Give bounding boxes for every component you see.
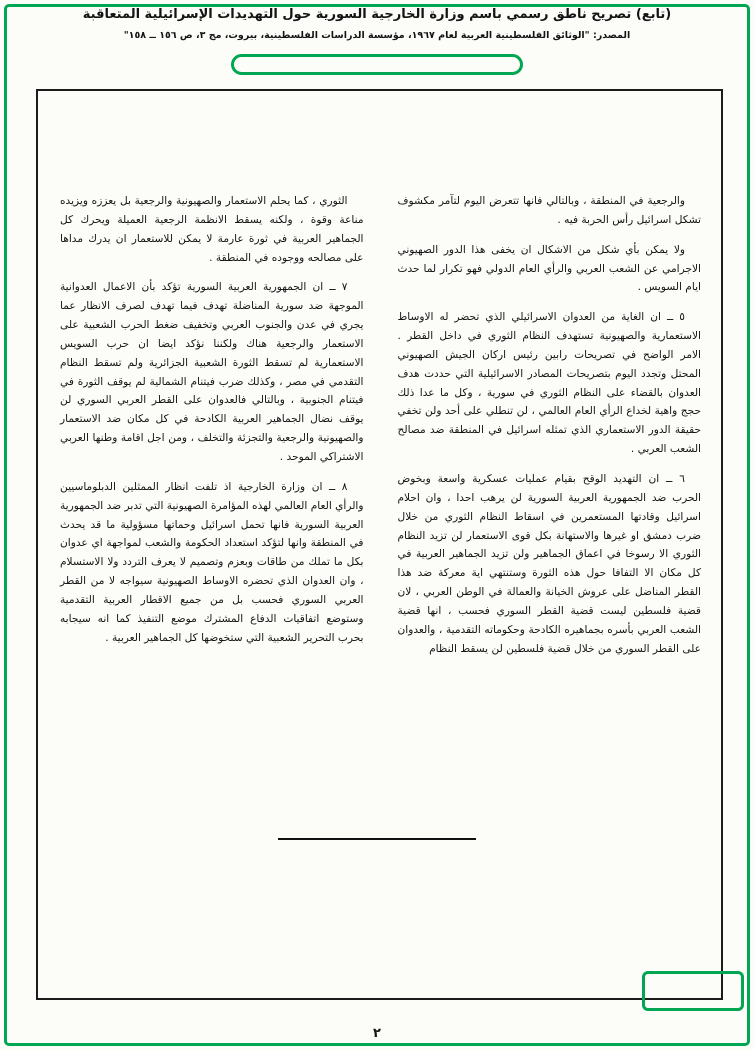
document-body-frame bbox=[36, 89, 723, 1000]
left-text-column bbox=[60, 192, 364, 669]
paragraph: ٨ ــ ان وزارة الخارجية اذ تلفت انظار الممثلين الدبلوماسيين والرأي العام العالمي لهذه المؤامرة الصهيونية التي تدبر ضد الجمهورية العربية السورية فانها تحمل اسرائيل وحماتها مسؤولية ما قد يحدث في المنطقة وانها لتؤكد استعداد الحكومة والشعب لمواجهة اي عدوان بكل ما تملك من طاقات وبعزم وتصميم لا يعرف التردد ولا الاستسلام ، وان العدوان الذي تحضره الاوساط الصهيونية سيواجه لا من القطر العربي السوري فحسب بل من جميع الاقطار العربية التقدمية وستوضع اتفاقيات الدفاع المشترك موضع التنفيذ كما انه سيجابه بحرب التحرير الشعبية التي ستخوضها كل الجماهير العربية . bbox=[60, 480, 364, 644]
paragraph: والرجعية في المنطقة ، وبالتالي فانها تتعرض اليوم لتآمر مكشوف تشكل اسرائيل رأس الحربة فيه . bbox=[397, 195, 701, 226]
right-text-column bbox=[398, 192, 702, 669]
paragraph: الثوري ، كما يحلم الاستعمار والصهيونية والرجعية بل يعززه ويزيده مناعة وقوة ، ولكنه يسقط الانظمة الرجعية العميلة ويحرك كل الجماهير العربية في ثورة عارمة لا يمكن للاستعمار ان يدرك مداها على مصالحه ووجوده في المنطقة . bbox=[60, 195, 364, 264]
paragraph: ٥ ــ ان الغاية من العدوان الاسرائيلي الذي تحضر له الاوساط الاستعمارية والصهيونية تستهدف النظام الثوري في داخل القطر . الامر الواضح في تصريحات رابين رئيس اركان الجيش الصهيوني المحتل وتجدد اليوم بتصريحات المصادر الاسرائيلية التي حددت هدف العدوان بالقضاء على النظام الثوري في سورية ، وكل ما عدا ذلك حجج واهية لخداع الرأي العام العالمي ، لن تنطلي على أحد ولن تخفي حقيقة الدور الاستعماري الذي تمثله اسرائيل في المنطقة ضد مصالح الشعب العربي . bbox=[397, 311, 701, 456]
paragraph: ولا يمكن بأي شكل من الاشكال ان يخفى هذا الدور الصهيوني الاجرامي عن الشعب العربي والرأي العام الدولي فهو تكرار لما حدث ايام السويس . bbox=[397, 243, 701, 294]
green-stamp-decoration bbox=[642, 971, 744, 1011]
paragraph: ٧ ــ ان الجمهورية العربية السورية تؤكد بأن الاعمال العدوانية الموجهة ضد سورية المناضلة تهدف فيما تهدف لصرف الانظار عما يجري في عدن والجنوب العربي وتخفيف ضغط الحرب الشعبية على الاستعمار والرجعية هناك ولكننا نؤكد ايضا ان حرب السويس الاستعمارية لم تسقط الثورة الشعبية الجزائرية ولم تسقط النظام التقدمي في مصر ، وكذلك ضرب فيتنام الشمالية لم يوقف الثورة في فيتنام الجنوبية ، وبالتالي فالعدوان على القطر العربي السوري لن يوقف نضال الجماهير العربية الكادحة في كل مكان ضد الاستعمار والصهيونية والرجعية والتجزئة والتخلف ، ومن اجل اقامة وطنها العربي الاشتراكي الموحد . bbox=[60, 281, 364, 463]
document-header bbox=[30, 7, 724, 41]
two-column-text bbox=[60, 192, 701, 669]
green-capsule-decoration bbox=[231, 54, 523, 75]
document-title: (تابع) تصريح ناطق رسمي باسم وزارة الخارجية السورية حول التهديدات الإسرائيلية المتعاقبة bbox=[82, 7, 672, 22]
document-source-line: المصدر: "الوثائق الفلسطينية العربية لعام ١٩٦٧، مؤسسة الدراسات الفلسطينية، بيروت، مج ٣، ص ١٥٦ ــ ١٥٨" bbox=[123, 30, 631, 41]
paragraph: ٦ ــ ان التهديد الوقح بقيام عمليات عسكرية واسعة وبخوض الحرب ضد الجمهورية العربية السورية لن يرهب احدا ، وان احلام اسرائيل وقادتها المستعمرين في اسقاط النظام الثوري من خلال ضرب دمشق او غيرها والاستهانة بكل قوى الاستعمار لن تزيد النظام الثوري الا رسوخا في اعماق الجماهير ولن تزيد الجماهير العربية في كل مكان الا التفافا حول هذه الثورة وستنتهي اية معركة ضد هذا القطر المناضل على عروش الخيانة والعمالة في الوطن العربي ، لان قضية فلسطين ليست قضية القطر السوري فحسب ، انها قضية الشعب العربي بأسره بجماهيره الكادحة وحكوماته التقدمية ، والعدوان على القطر السوري من خلال قضية فلسطين لن يسقط النظام bbox=[397, 472, 701, 655]
footer-divider-line bbox=[278, 838, 476, 840]
page-number: ٢ bbox=[373, 1026, 381, 1041]
